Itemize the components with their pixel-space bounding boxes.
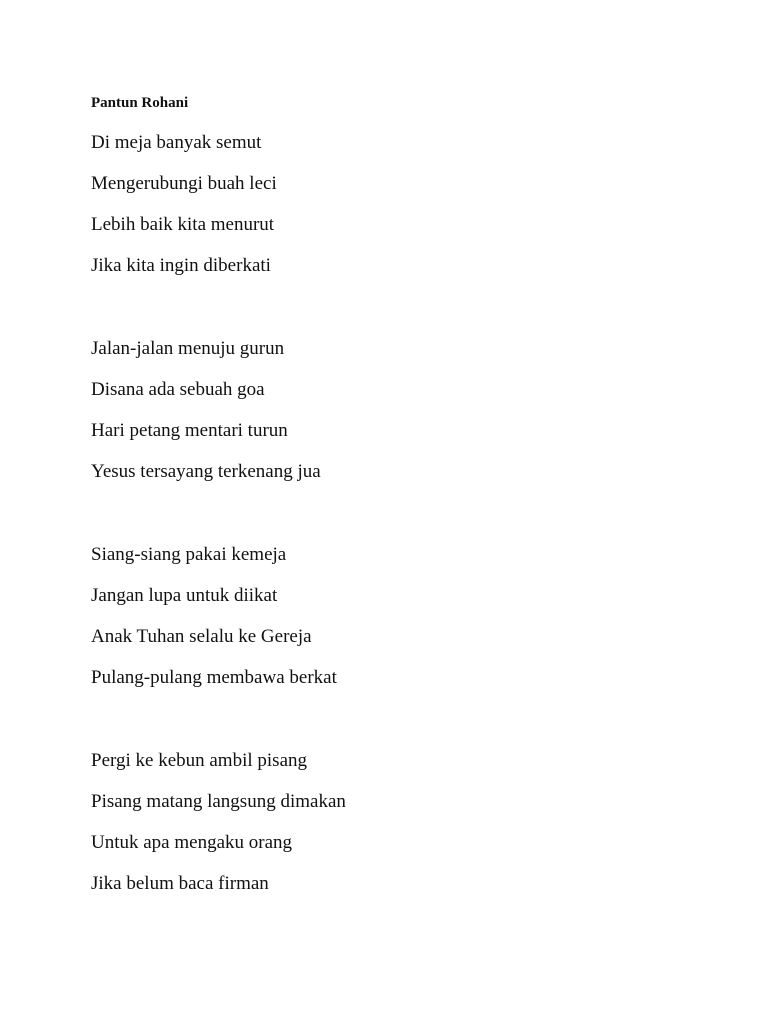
stanza-line: Jalan-jalan menuju gurun	[91, 338, 285, 359]
stanza-line: Di meja banyak semut	[91, 132, 262, 153]
stanza-line: Lebih baik kita menurut	[91, 214, 275, 235]
stanza-line: Pergi ke kebun ambil pisang	[91, 750, 308, 771]
stanza-line: Pisang matang langsung dimakan	[91, 791, 346, 812]
stanza-1	[91, 122, 277, 286]
stanza-line: Jika belum baca firman	[91, 873, 269, 894]
stanza-line: Yesus tersayang terkenang jua	[91, 461, 321, 482]
stanza-3	[91, 534, 337, 698]
stanza-line: Untuk apa mengaku orang	[91, 832, 293, 853]
stanza-line: Jangan lupa untuk diikat	[91, 585, 278, 606]
stanza-line: Mengerubungi buah leci	[91, 173, 277, 194]
stanza-line: Anak Tuhan selalu ke Gereja	[91, 626, 312, 647]
stanza-line: Pulang-pulang membawa berkat	[91, 667, 337, 688]
stanza-line: Siang-siang pakai kemeja	[91, 544, 287, 565]
stanza-2	[91, 328, 321, 492]
stanza-4	[91, 740, 346, 904]
stanza-line: Disana ada sebuah goa	[91, 379, 265, 400]
document-title: Pantun Rohani	[91, 95, 189, 111]
stanza-line: Hari petang mentari turun	[91, 420, 288, 441]
stanza-line: Jika kita ingin diberkati	[91, 255, 271, 276]
